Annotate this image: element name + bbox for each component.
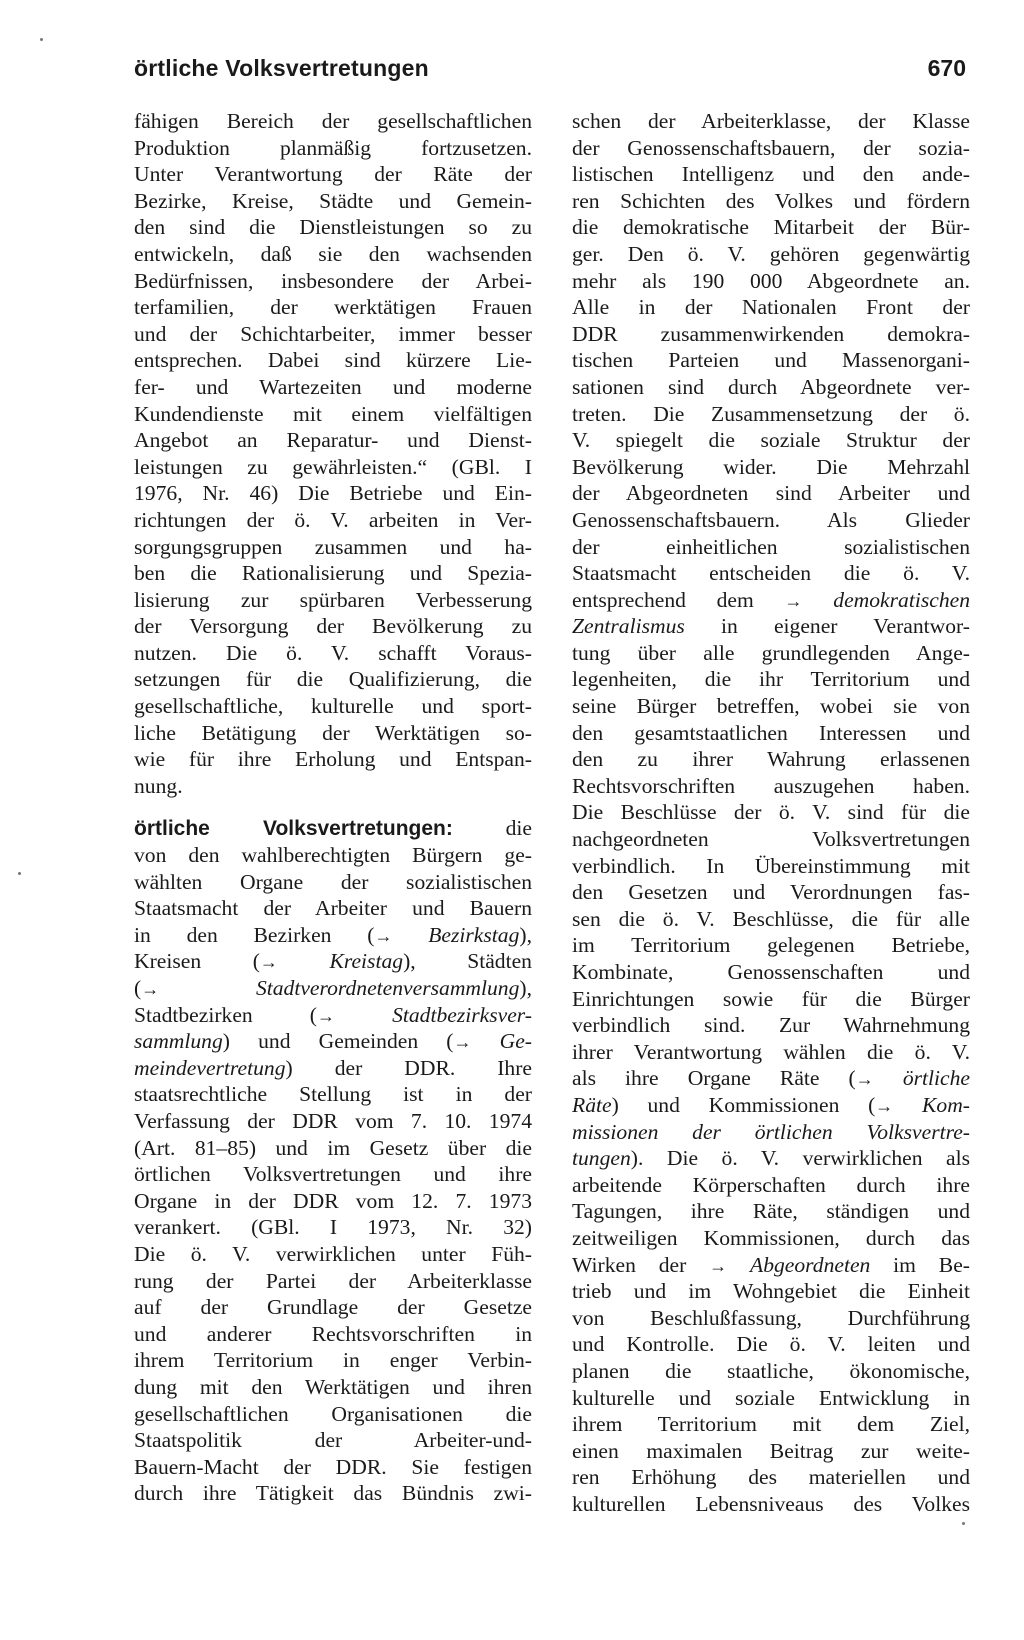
cross-reference-link[interactable]: Kom- xyxy=(922,1092,970,1117)
text-line: schen der Arbeiterklasse, der Klasse xyxy=(572,109,970,133)
text-line: zeitweiligen Kommissionen, durch das xyxy=(572,1225,970,1250)
cross-reference-link[interactable]: sammlung xyxy=(134,1029,223,1054)
text-line: seine Bürger betreffen, wobei sie von xyxy=(572,694,970,719)
page-number: 670 xyxy=(927,55,966,81)
text-line xyxy=(572,1065,970,1092)
arrow-right-icon: → xyxy=(374,925,393,946)
text-line xyxy=(572,587,970,614)
text-line: planen die staatliche, ökonomische, xyxy=(572,1358,970,1383)
text-line: arbeitende Körperschaften durch ihre xyxy=(572,1172,970,1197)
text-line: Bevölkerung wider. Die Mehrzahl xyxy=(572,454,970,479)
arrow-right-icon: → xyxy=(875,1095,894,1116)
text-line: auf der Grundlage der Gesetze xyxy=(134,1295,532,1320)
text-line: nung. xyxy=(134,773,183,798)
text-line: Rechtsvorschriften auszugehen haben. xyxy=(572,773,970,798)
text-line: Kundendienste mit einem vielfältigen xyxy=(134,401,532,426)
text-line: ihrem Territorium in enger Verbin- xyxy=(134,1348,532,1373)
text-line: von Beschlußfassung, Durchführung xyxy=(572,1305,970,1330)
text-fragment: Wirken der xyxy=(572,1252,710,1277)
text-line: treten. Die Zusammensetzung der ö. xyxy=(572,401,970,426)
arrow-right-icon: → xyxy=(141,979,160,999)
text-line: Staatspolitik der Arbeiter-und- xyxy=(134,1428,532,1453)
text-line: dung mit den Werktätigen und ihren xyxy=(134,1374,532,1399)
arrow-right-icon: → xyxy=(259,952,278,973)
text-line: einen maximalen Beitrag zur weite- xyxy=(572,1438,970,1463)
text-fragment: entsprechend dem xyxy=(572,587,785,612)
text-line xyxy=(572,613,970,640)
scan-speck xyxy=(40,38,43,41)
text-fragment: Stadtbezirken ( xyxy=(134,1002,317,1027)
text-fragment: ), xyxy=(519,922,532,947)
text-line: der Genossenschaftsbauern, der sozia- xyxy=(572,135,970,160)
text-line: gesellschaftliche, kulturelle und sport- xyxy=(134,694,532,719)
continuation-paragraph xyxy=(134,108,532,799)
text-line: terfamilien, der werktätigen Frauen xyxy=(134,295,532,320)
page-header xyxy=(134,55,966,89)
text-line: gesellschaftlichen Organisationen die xyxy=(134,1401,532,1426)
text-line xyxy=(572,1145,970,1172)
text-fragment: ( xyxy=(134,976,142,1000)
entry-lemma: örtliche Volksvertretungen: xyxy=(134,817,453,841)
text-line: sationen sind durch Abgeordnete ver- xyxy=(572,374,970,399)
text-line: ger. Den ö. V. gehören gegenwärtig xyxy=(572,241,970,266)
cross-reference-link[interactable]: meindevertretung xyxy=(134,1055,286,1080)
text-fragment: ), Städten xyxy=(403,949,532,974)
text-fragment: in den Bezirken ( xyxy=(134,922,375,947)
text-line: nachgeordneten Volksvertretungen xyxy=(572,827,970,852)
text-line: den sind die Dienstleistungen so zu xyxy=(134,215,532,240)
text-line: durch ihre Tätigkeit das Bündnis zwi- xyxy=(134,1481,532,1506)
text-line xyxy=(134,922,532,949)
text-line: leistungen zu gewährleisten.“ (GBl. I xyxy=(134,454,532,479)
text-line: fer- und Wartezeiten und moderne xyxy=(134,374,532,399)
text-line xyxy=(134,1028,532,1055)
text-line: Bezirke, Kreise, Städte und Gemein- xyxy=(134,188,532,213)
text-fragment: ). Die ö. V. verwirklichen als xyxy=(630,1146,970,1171)
text-fragment: im Be- xyxy=(870,1252,970,1277)
text-fragment: als ihre Organe Räte ( xyxy=(572,1066,856,1091)
scan-speck xyxy=(18,872,21,875)
text-line: und Kontrolle. Die ö. V. leiten und xyxy=(572,1332,970,1357)
text-line: im Territorium gelegenen Betriebe, xyxy=(572,933,970,958)
text-line xyxy=(134,1002,532,1029)
text-line: den zu ihrer Wahrung erlassenen xyxy=(572,747,970,772)
text-line: 1976, Nr. 46) Die Betriebe und Ein- xyxy=(134,481,532,506)
text-fragment: ) und Gemeinden ( xyxy=(222,1029,454,1054)
arrow-right-icon: → xyxy=(317,1005,335,1026)
text-line xyxy=(572,1092,970,1119)
running-head: örtliche Volksvertretungen xyxy=(134,55,429,81)
text-line: von den wahlberechtigten Bürgern ge- xyxy=(134,843,532,868)
text-line: wählten Organe der sozialistischen xyxy=(134,869,532,894)
cross-reference-link[interactable]: örtliche xyxy=(902,1066,970,1091)
text-line xyxy=(572,1119,970,1146)
text-line: Verfassung der DDR vom 7. 10. 1974 xyxy=(134,1108,532,1133)
text-line: der einheitlichen sozialistischen xyxy=(572,534,970,559)
text-line: Genossenschaftsbauern. Als Glieder xyxy=(572,507,970,532)
cross-reference-link[interactable]: Stadtbezirksver- xyxy=(392,1002,532,1027)
text-fragment: Kreisen ( xyxy=(134,949,260,974)
cross-reference-link[interactable]: Ge- xyxy=(499,1029,532,1054)
text-line: die demokratische Mitarbeit der Bür- xyxy=(572,215,970,240)
cross-reference-link[interactable]: Räte xyxy=(572,1092,612,1117)
text-line: ihrem Territorium mit dem Ziel, xyxy=(572,1412,970,1437)
entry-first-line xyxy=(134,815,532,842)
cross-reference-link[interactable]: Zentralismus xyxy=(572,614,685,639)
text-line: V. spiegelt die soziale Struktur der xyxy=(572,428,970,453)
text-line: listischen Intelligenz und den ande- xyxy=(572,162,970,187)
text-line: kulturelle und soziale Entwicklung in xyxy=(572,1385,970,1410)
text-line: der Versorgung der Bevölkerung zu xyxy=(134,614,532,639)
text-line: Tagungen, ihre Räte, ständigen und xyxy=(572,1199,970,1224)
text-fragment: ), xyxy=(519,976,532,1000)
text-line xyxy=(134,948,532,975)
text-line: legenheiten, die ihr Territorium und xyxy=(572,667,970,692)
text-line: ben die Rationalisierung und Spezia- xyxy=(134,561,532,586)
text-line: Die Beschlüsse der ö. V. sind für die xyxy=(572,800,970,825)
text-line: ihrer Verantwortung wählen die ö. V. xyxy=(572,1039,970,1064)
text-line: Bedürfnissen, insbesondere der Arbei- xyxy=(134,268,532,293)
cross-reference-link[interactable]: Bezirkstag xyxy=(428,922,520,947)
text-line: der Abgeordneten sind Arbeiter und xyxy=(572,481,970,506)
text-line: kulturellen Lebensniveaus des Volkes xyxy=(572,1491,970,1516)
arrow-right-icon: → xyxy=(709,1255,728,1276)
right-column xyxy=(572,108,970,1517)
dictionary-entry xyxy=(134,815,532,1506)
cross-reference-link[interactable]: demokratischen xyxy=(833,587,970,612)
text-line: Einrichtungen sowie für die Bürger xyxy=(572,986,970,1011)
text-line: mehr als 190 000 Abgeordnete an. xyxy=(572,268,970,293)
text-line: verbindlich. In Übereinstimmung mit xyxy=(572,853,970,878)
text-line xyxy=(134,975,532,1002)
text-line: Alle in der Nationalen Front der xyxy=(572,295,970,320)
text-line: ren Erhöhung des materiellen und xyxy=(572,1465,970,1490)
text-line: wie für ihre Erholung und Entspan- xyxy=(134,747,532,772)
scan-speck xyxy=(962,1522,965,1525)
text-line: sorgungsgruppen zusammen und ha- xyxy=(134,534,532,559)
text-line: tung über alle grundlegenden Ange- xyxy=(572,640,970,665)
text-line: (Art. 81–85) und im Gesetz über die xyxy=(134,1135,532,1160)
cross-reference-link[interactable]: Stadtverordnetenversammlung xyxy=(255,976,520,1000)
text-line: verankert. (GBl. I 1973, Nr. 32) xyxy=(134,1215,532,1240)
text-line: Produktion planmäßig fortzusetzen. xyxy=(134,135,532,160)
text-line: und anderer Rechtsvorschriften in xyxy=(134,1321,532,1346)
text-line: Unter Verantwortung der Räte der xyxy=(134,162,532,187)
text-line: entsprechen. Dabei sind kürzere Lie- xyxy=(134,348,532,373)
text-line: trieb und im Wohngebiet die Einheit xyxy=(572,1279,970,1304)
text-line: sen die ö. V. Beschlüsse, die für alle xyxy=(572,906,970,931)
text-line: örtlichen Volksvertretungen und ihre xyxy=(134,1162,532,1187)
text-fragment: in eigener Verantwor- xyxy=(684,614,970,639)
arrow-right-icon: → xyxy=(453,1032,472,1053)
text-line: ren Schichten des Volkes und fördern xyxy=(572,188,970,213)
text-line: lisierung zur spürbaren Verbesserung xyxy=(134,587,532,612)
left-column xyxy=(134,108,532,1507)
text-line: Angebot an Reparatur- und Dienst- xyxy=(134,428,532,453)
text-line: Staatsmacht entscheiden die ö. V. xyxy=(572,561,970,586)
text-line: staatsrechtliche Stellung ist in der xyxy=(134,1082,532,1107)
text-line: DDR zusammenwirkenden demokra- xyxy=(572,321,970,346)
cross-reference-link[interactable]: missionen der örtlichen Volksvertre- xyxy=(572,1119,970,1144)
text-line: tischen Parteien und Massenorgani- xyxy=(572,348,970,373)
text-line: Kombinate, Genossenschaften und xyxy=(572,960,970,984)
arrow-right-icon: → xyxy=(784,590,803,611)
text-line: liche Betätigung der Werktätigen so- xyxy=(134,720,532,745)
text-line: Staatsmacht der Arbeiter und Bauern xyxy=(134,896,532,921)
arrow-right-icon: → xyxy=(855,1069,874,1090)
text-line: den Gesetzen und Verordnungen fas- xyxy=(572,880,970,905)
text-line xyxy=(134,1055,532,1082)
text-line: setzungen für die Qualifizierung, die xyxy=(134,667,532,692)
text-line xyxy=(572,1252,970,1279)
text-line: Die ö. V. verwirklichen unter Füh- xyxy=(134,1241,532,1266)
text-line: Organe in der DDR vom 12. 7. 1973 xyxy=(134,1188,532,1213)
text-fragment: die xyxy=(505,816,532,841)
text-fragment: ) der DDR. Ihre xyxy=(285,1055,532,1080)
cross-reference-link[interactable]: tungen xyxy=(572,1146,631,1171)
text-line: entwickeln, daß sie den wachsenden xyxy=(134,241,532,266)
text-line: fähigen Bereich der gesellschaftlichen xyxy=(134,109,532,133)
cross-reference-link[interactable]: Abgeordneten xyxy=(750,1252,871,1277)
text-line: Bauern-Macht der DDR. Sie festigen xyxy=(134,1454,532,1479)
cross-reference-link[interactable]: Kreistag xyxy=(329,949,404,974)
text-line: richtungen der ö. V. arbeiten in Ver- xyxy=(134,507,532,532)
text-line: rung der Partei der Arbeiterklasse xyxy=(134,1268,532,1293)
text-line: und der Schichtarbeiter, immer besser xyxy=(134,321,532,346)
text-line: nutzen. Die ö. V. schafft Voraus- xyxy=(134,640,532,665)
text-line: verbindlich sind. Zur Wahrnehmung xyxy=(572,1013,970,1038)
text-fragment: ) und Kommissionen ( xyxy=(611,1092,876,1117)
text-line: den gesamtstaatlichen Interessen und xyxy=(572,720,970,745)
